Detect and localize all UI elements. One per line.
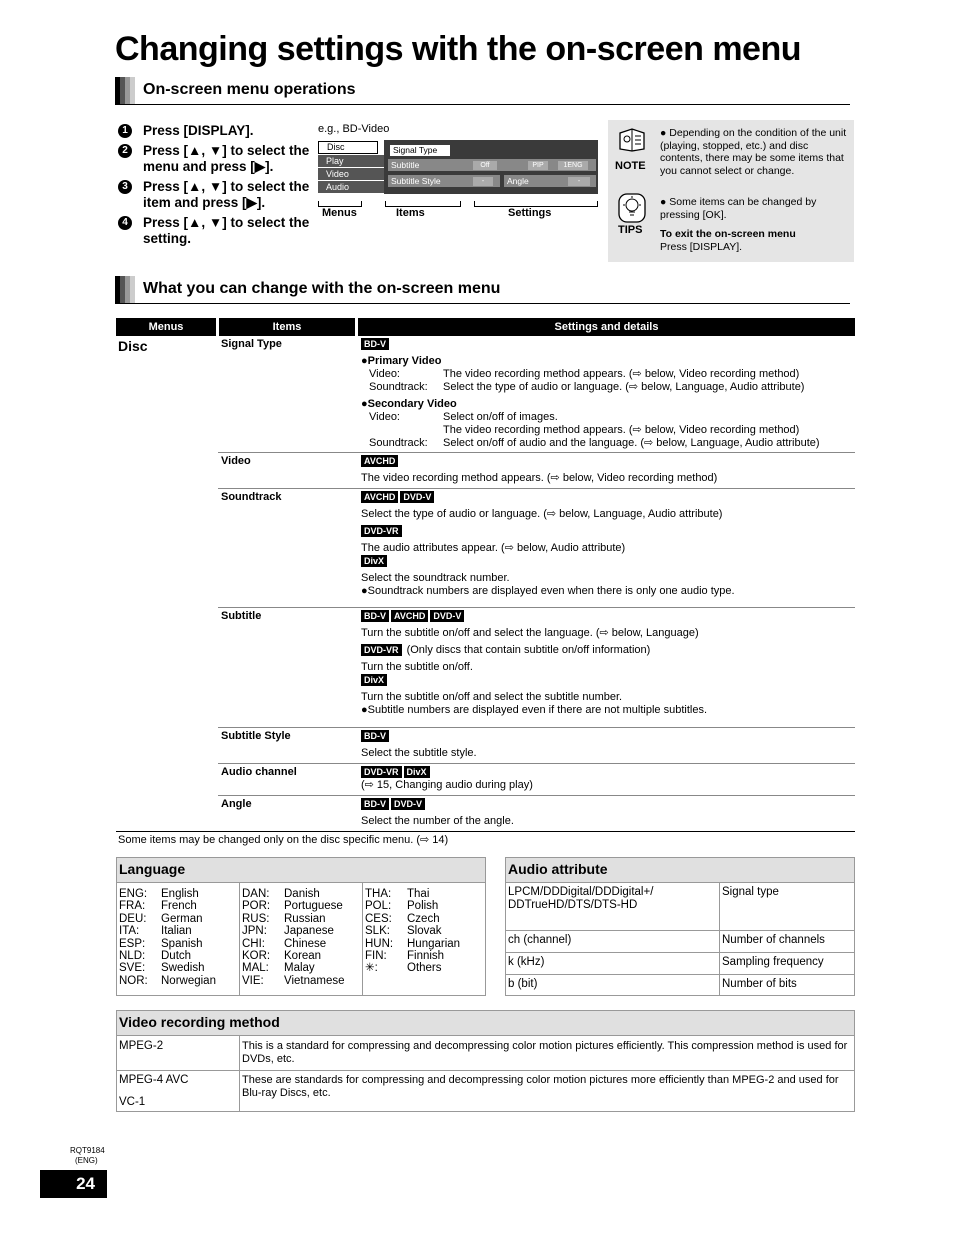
- language-code: VIE:: [242, 974, 264, 987]
- item-details: BD-V ●Primary Video Video: The video recording method appears. (⇨ below, Video recording method) Soundtrack: Select the type of audio or language. (⇨ below, Language, Audio attribute) ●Secondary Video Video: Select on/off of images. The video recording method appears. (⇨ below, Video recording method) Soundtrack: Select on/off of audio and the language. (⇨ below, Language, Audio attribute): [361, 338, 856, 450]
- audio-format: LPCM/DDDigital/DDDigital+/ DDTrueHD/DTS/DTS-HD: [508, 886, 654, 911]
- note-bullet-1: ● Depending on the condition of the unit (playing, stopped, etc.) and disc contents, there may be some items that you cannot select or change.: [660, 127, 847, 177]
- language-entry: [242, 962, 345, 974]
- table-row-audio-channel: [218, 764, 855, 796]
- item-name: Audio channel: [221, 766, 297, 778]
- language-entry: [119, 950, 216, 962]
- note-bullet-2: ● Some items can be changed by pressing [OK].: [660, 196, 817, 221]
- language-code: NLD:: [119, 950, 146, 963]
- language-name: Slovak: [407, 925, 442, 938]
- item-details: BD-V DVD-V Select the number of the angle.: [361, 799, 514, 827]
- step-2: [118, 143, 313, 175]
- language-name: French: [161, 900, 197, 913]
- disc-tag: DivX: [404, 766, 430, 778]
- language-code: KOR:: [242, 950, 271, 963]
- step-text: Press [▲, ▼] to select the setting.: [143, 215, 310, 246]
- language-name: German: [161, 912, 203, 925]
- section-title: What you can change with the on-screen menu: [143, 280, 501, 297]
- language-code: POR:: [242, 900, 271, 913]
- header-menus: Menus: [116, 318, 216, 336]
- step-number: 3: [118, 180, 132, 194]
- disc-tag: DVD-V: [391, 798, 425, 810]
- video-method-box: [116, 1010, 855, 1112]
- osd-item-subtitle-style: Subtitle Style: [391, 176, 441, 186]
- table-row-subtitle: [218, 608, 855, 728]
- disc-tag: BD-V: [361, 798, 389, 810]
- language-name: Chinese: [284, 937, 327, 950]
- step-3: [118, 179, 313, 211]
- step-1: [118, 123, 313, 139]
- audio-attribute-box: [505, 857, 855, 996]
- language-entry: [242, 938, 345, 950]
- osd-caption: e.g., BD-Video: [318, 123, 390, 135]
- osd-menu-disc: Disc: [318, 141, 378, 154]
- secondary-title: ●Secondary Video: [361, 398, 457, 410]
- disc-tag: BD-V: [361, 730, 389, 742]
- item-name: Subtitle: [221, 610, 262, 622]
- language-name: Italian: [161, 925, 192, 938]
- item-details: DVD-VR DivX (⇨ 15, Changing audio during play): [361, 767, 533, 791]
- tips-label: TIPS: [618, 224, 643, 236]
- language-name: Portuguese: [284, 900, 343, 913]
- language-entry: [242, 913, 345, 925]
- item-name: Angle: [221, 798, 252, 810]
- audio-format-desc: Signal type: [722, 886, 779, 898]
- osd-menu-audio: Audio: [318, 181, 384, 193]
- disc-tag: DVD-V: [400, 491, 434, 503]
- note-bullet-2-text: Some items can be changed by pressing [OK].: [660, 196, 817, 221]
- table-row-video: [218, 453, 855, 489]
- video-method-vc1: VC-1: [119, 1096, 146, 1108]
- audio-bit-desc: Number of bits: [722, 978, 797, 990]
- language-entry: [365, 938, 460, 950]
- note-icon: [617, 127, 647, 153]
- language-entry: [119, 913, 216, 925]
- language-code: ITA:: [119, 925, 140, 938]
- exit-text: Press [DISPLAY].: [660, 241, 743, 253]
- model-lang-text: (ENG): [75, 1156, 98, 1165]
- language-name: Japanese: [284, 925, 334, 938]
- language-name: Others: [407, 962, 442, 975]
- language-code: THA:: [365, 888, 392, 900]
- step-number: 4: [118, 216, 132, 230]
- table-row-angle: [218, 796, 855, 832]
- language-entry: [119, 975, 216, 987]
- page-number: 24: [40, 1170, 107, 1198]
- disc-tag: DVD-VR: [361, 766, 402, 778]
- language-name: Danish: [284, 888, 320, 900]
- language-entry: [242, 925, 345, 937]
- step-number: 2: [118, 144, 132, 158]
- language-entry: [242, 900, 345, 912]
- osd-item-signal-type: Signal Type: [390, 145, 450, 156]
- label-items: Items: [396, 207, 425, 219]
- language-code: JPN:: [242, 925, 267, 938]
- tips-icon: [618, 193, 646, 223]
- note-bullet-1-text: Depending on the condition of the unit (playing, stopped, etc.) and disc contents, there may be some items that you cannot select or change.: [660, 127, 847, 177]
- step-text: Press [▲, ▼] to select the menu and press [▶].: [143, 143, 310, 174]
- osd-subtitle-value: Off: [473, 161, 497, 170]
- language-name: Norwegian: [161, 974, 216, 987]
- language-name: Dutch: [161, 950, 192, 963]
- language-entry: [365, 913, 460, 925]
- osd-angle-label: Angle: [507, 176, 529, 186]
- item-details: BD-V Select the subtitle style.: [361, 731, 477, 759]
- language-code: FIN:: [365, 950, 387, 963]
- steps-list: [118, 123, 313, 251]
- language-entry: [365, 925, 460, 937]
- language-name: Russian: [284, 912, 326, 925]
- item-details: AVCHD The video recording method appears. (⇨ below, Video recording method): [361, 456, 718, 484]
- header-items: Items: [219, 318, 355, 336]
- language-entry: [119, 888, 216, 900]
- section-marker: [115, 276, 135, 303]
- model-code-text: RQT9184: [70, 1146, 105, 1155]
- primary-title: ●Primary Video: [361, 355, 442, 367]
- language-code: FRA:: [119, 900, 146, 913]
- disc-tag: DivX: [361, 555, 387, 567]
- note-label: NOTE: [615, 160, 646, 172]
- language-entry: [242, 975, 345, 987]
- disc-tag: BD-V: [361, 610, 389, 622]
- language-entry: [119, 900, 216, 912]
- language-code: HUN:: [365, 937, 394, 950]
- language-name: Swedish: [161, 962, 205, 975]
- menu-disc: Disc: [118, 338, 148, 354]
- language-entry: [242, 888, 345, 900]
- language-name: Spanish: [161, 937, 203, 950]
- page-title: Changing settings with the on-screen menu: [115, 30, 801, 68]
- exit-title: To exit the on-screen menu: [660, 228, 796, 240]
- header-settings: Settings and details: [358, 318, 855, 336]
- osd-subtitle-style-value: -: [473, 177, 493, 186]
- language-name: Hungarian: [407, 937, 461, 950]
- osd-menu-video: Video: [318, 168, 384, 180]
- step-text: Press [DISPLAY].: [143, 123, 254, 138]
- language-entry: [119, 925, 216, 937]
- language-entry: [365, 962, 460, 974]
- language-entry: [242, 950, 345, 962]
- language-name: Polish: [407, 900, 439, 913]
- audio-attribute-title: Audio attribute: [506, 858, 854, 883]
- step-text: Press [▲, ▼] to select the item and press [▶].: [143, 179, 310, 210]
- language-code: MAL:: [242, 962, 269, 975]
- language-entry: [119, 938, 216, 950]
- video-method-mpeg2: MPEG-2: [119, 1040, 164, 1052]
- table-row-signal-type: [218, 336, 855, 453]
- table-bottom-rule: [116, 831, 855, 832]
- language-code: ESP:: [119, 937, 146, 950]
- section-header-operations: [115, 77, 850, 105]
- label-menus: Menus: [322, 207, 357, 219]
- osd-pip-label: PIP: [528, 161, 548, 170]
- osd-pip-value: 1ENG: [558, 161, 588, 170]
- audio-channel: ch (channel): [508, 934, 572, 946]
- language-code: DAN:: [242, 888, 270, 900]
- audio-khz: k (kHz): [508, 956, 545, 968]
- language-code: CHI:: [242, 937, 265, 950]
- disc-tag: AVCHD: [361, 455, 398, 467]
- disc-tag: BD-V: [361, 338, 389, 350]
- video-method-title: Video recording method: [117, 1011, 854, 1036]
- table-row-soundtrack: [218, 489, 855, 608]
- language-name: Korean: [284, 950, 322, 963]
- language-code: ✳:: [365, 962, 378, 975]
- osd-menu-play: Play: [318, 155, 384, 167]
- disc-tag: AVCHD: [391, 610, 428, 622]
- item-name: Soundtrack: [221, 491, 282, 503]
- video-method-mpeg2-desc: This is a standard for compressing and decompressing color motion pictures efficiently. This compression method is used for DVDs, etc.: [242, 1040, 848, 1065]
- language-entry: [365, 950, 460, 962]
- language-name: Malay: [284, 962, 315, 975]
- item-name: Signal Type: [221, 338, 282, 350]
- disc-tag: DVD-V: [430, 610, 464, 622]
- section-header-changes: [115, 276, 850, 304]
- label-settings: Settings: [508, 207, 552, 219]
- item-name: Subtitle Style: [221, 730, 291, 742]
- language-code: SLK:: [365, 925, 390, 938]
- language-col-2: [242, 888, 345, 987]
- language-code: DEU:: [119, 912, 147, 925]
- video-method-mpeg4: MPEG-4 AVC: [119, 1074, 189, 1086]
- step-number: 1: [118, 124, 132, 138]
- disc-tag: DVD-VR: [361, 644, 402, 656]
- language-code: RUS:: [242, 912, 270, 925]
- item-name: Video: [221, 455, 251, 467]
- osd-illustration: [318, 139, 600, 199]
- language-box: [116, 857, 486, 996]
- language-code: NOR:: [119, 974, 148, 987]
- language-title: Language: [117, 858, 485, 883]
- language-code: SVE:: [119, 962, 146, 975]
- table-footnote: Some items may be changed only on the disc specific menu. (⇨ 14): [118, 834, 449, 846]
- audio-khz-desc: Sampling frequency: [722, 956, 824, 968]
- audio-channel-desc: Number of channels: [722, 934, 825, 946]
- disc-tag: AVCHD: [361, 491, 398, 503]
- language-entry: [365, 900, 460, 912]
- disc-tag: DivX: [361, 674, 387, 686]
- item-details: AVCHD DVD-V Select the type of audio or language. (⇨ below, Language, Audio attribute) DVD-VR The audio attributes appear. (⇨ below, Audio attribute) DivX Select the soundtrack number. ●Soundtrack numbers are displayed even when there is only one audio type.: [361, 492, 735, 597]
- table-row-subtitle-style: [218, 728, 855, 764]
- disc-tag: DVD-VR: [361, 525, 402, 537]
- audio-bit: b (bit): [508, 978, 538, 990]
- section-title: On-screen menu operations: [143, 81, 356, 98]
- language-code: POL:: [365, 900, 392, 913]
- language-name: Czech: [407, 912, 440, 925]
- language-code: ENG:: [119, 888, 148, 900]
- language-col-3: [365, 888, 460, 975]
- item-details: BD-V AVCHD DVD-V Turn the subtitle on/off and select the language. (⇨ below, Language) DVD-VR (Only discs that contain subtitle on/off information) Turn the subtitle on/off. DivX Turn the subtitle on/off and select the subtitle number. ●Subtitle numbers are displayed even if there are not multiple subtitles.: [361, 611, 708, 716]
- language-name: Thai: [407, 888, 430, 900]
- osd-item-subtitle: Subtitle: [391, 160, 420, 170]
- language-name: English: [161, 888, 199, 900]
- language-name: Vietnamese: [284, 974, 345, 987]
- osd-angle-value: -: [568, 177, 590, 186]
- model-code: [70, 1146, 105, 1166]
- video-method-mpeg4-desc: These are standards for compressing and decompressing color motion pictures more efficiently than MPEG-2 and used for Blu-ray Discs, etc.: [242, 1074, 839, 1099]
- language-col-1: [119, 888, 216, 987]
- note-box: [608, 120, 854, 262]
- language-code: CES:: [365, 912, 392, 925]
- section-marker: [115, 77, 135, 104]
- language-name: Finnish: [407, 950, 445, 963]
- step-4: [118, 215, 313, 247]
- language-entry: [119, 962, 216, 974]
- language-entry: [365, 888, 460, 900]
